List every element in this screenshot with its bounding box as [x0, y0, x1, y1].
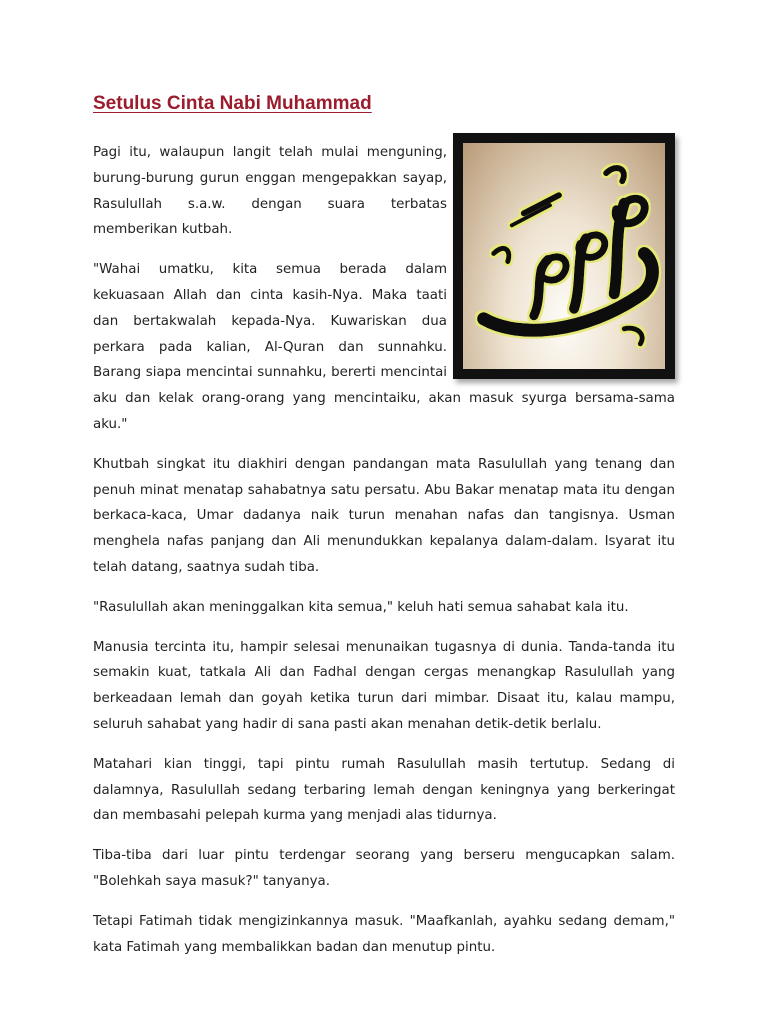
paragraph-4: "Rasulullah akan meninggalkan kita semua," keluh hati semua sahabat kala itu. — [93, 599, 629, 615]
paragraph-6: Matahari kian tinggi, tapi pintu rumah Rasulullah masih tertutup. Sedang di dalamnya, Rasulullah sedang terbaring lemah dengan keningnya yang berkeringat dan membasahi pelepah kurma yang menjadi alas tidurnya. — [93, 756, 675, 824]
paragraph-2: "Wahai umatku, kita semua berada dalam kekuasaan Allah dan cinta kasih-Nya. Maka taati dan bertakwalah kepada-Nya. Kuwariskan dua perkara pada kalian, Al-Quran dan sunnahku. Barang siapa mencintai sunnahku, bererti mencintai aku dan kelak orang-orang yang mencintaiku, akan masuk syurga bersama-sama aku." — [93, 262, 675, 432]
calligraphy-image — [453, 133, 675, 379]
document-title: Setulus Cinta Nabi Muhammad — [93, 93, 372, 114]
document-body — [93, 140, 675, 974]
paragraph-3: Khutbah singkat itu diakhiri dengan pandangan mata Rasulullah yang tenang dan penuh minat menatap sahabatnya satu persatu. Abu Bakar menatap mata itu dengan berkaca-kaca, Umar dadanya naik turun menahan nafas dan tangisnya. Usman menghela nafas panjang dan Ali menundukkan kepalanya dalam-dalam. Isyarat itu telah datang, saatnya sudah tiba. — [93, 456, 675, 575]
calligraphy-muhammad-icon — [463, 143, 665, 369]
paragraph-8: Tetapi Fatimah tidak mengizinkannya masuk. "Maafkanlah, ayahku sedang demam," kata Fatimah yang membalikkan badan dan menutup pintu. — [93, 913, 675, 955]
paragraph-1: Pagi itu, walaupun langit telah mulai menguning, burung-burung gurun enggan mengepakkan sayap, Rasulullah s.a.w. dengan suara terbatas memberikan kutbah. — [93, 140, 675, 243]
paragraph-7: Tiba-tiba dari luar pintu terdengar seorang yang berseru mengucapkan salam. "Bolehkah saya masuk?" tanyanya. — [93, 848, 675, 889]
paragraph-5: Manusia tercinta itu, hampir selesai menunaikan tugasnya di dunia. Tanda-tanda itu semakin kuat, tatkala Ali dan Fadhal dengan cergas menangkap Rasulullah yang berkeadaan lemah dan goyah ketika turun dari mimbar. Disaat itu, kalau mampu, seluruh sahabat yang hadir di sana pasti akan menahan detik-detik berlalu. — [93, 639, 675, 732]
